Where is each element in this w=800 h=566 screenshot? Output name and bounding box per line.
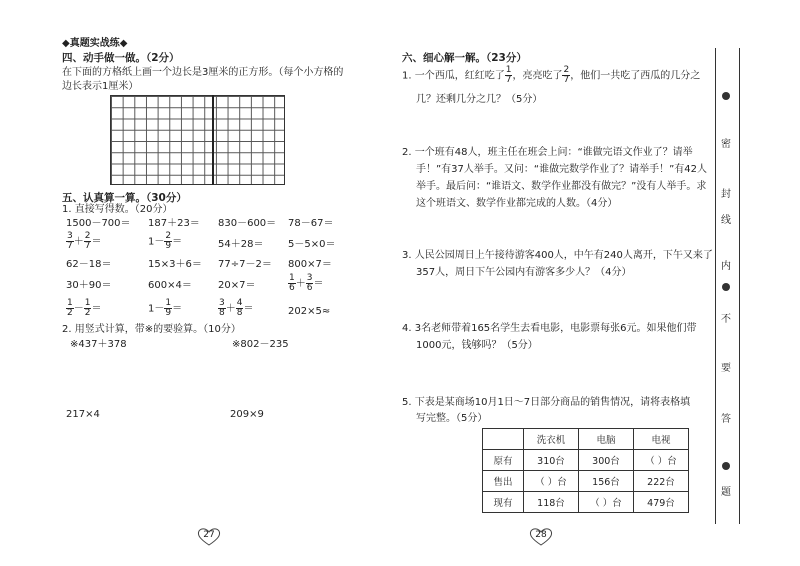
seal-char: 线 bbox=[721, 215, 731, 226]
section-6-title: 六、细心解一解。（23分） bbox=[402, 52, 527, 64]
problem-1-line2: 几？还剩几分之几？（5分） bbox=[416, 94, 543, 105]
square-grid[interactable] bbox=[110, 95, 285, 185]
calc-item: 202×5≈ bbox=[288, 306, 331, 317]
vertical-calc-2: ※802－235 bbox=[232, 339, 289, 350]
fraction: $\frac{3}{8}$ bbox=[219, 298, 225, 318]
fraction: $\frac{1}{7}$ bbox=[505, 65, 512, 85]
problem-1-line1: 1. 一个西瓜，红红吃了 $\frac{1}{7}$ ，亮亮吃了 $\frac{2}{7}$ ，他们一共吃了西瓜的几分之 bbox=[402, 65, 701, 85]
seal-dot bbox=[722, 283, 730, 291]
vertical-calc-3: 217×4 bbox=[66, 409, 100, 420]
table-cell: 118台 bbox=[524, 492, 579, 513]
calc-item-fraction: $\frac{3}{7}$ ＋ $\frac{2}{7}$ ＝ bbox=[67, 231, 102, 251]
calc-item: 1500－700＝ bbox=[66, 218, 131, 229]
fraction: $\frac{2}{9}$ bbox=[165, 231, 172, 251]
fraction: $\frac{1}{9}$ bbox=[165, 298, 172, 318]
calc-item: 5－5×0＝ bbox=[288, 239, 336, 250]
problem-4-line1: 4. 3名老师带着165名学生去看电影，电影票每张6元。如果他们带 bbox=[402, 323, 697, 334]
fraction: $\frac{3}{6}$ bbox=[306, 273, 313, 293]
fraction: $\frac{1}{6}$ bbox=[289, 273, 295, 293]
calc-item: 77÷7－2＝ bbox=[218, 259, 272, 270]
fraction: $\frac{2}{7}$ bbox=[84, 231, 91, 251]
seal-dot bbox=[722, 92, 730, 100]
question-1-title: 1. 直接写得数。（20分） bbox=[62, 204, 173, 215]
table-cell: 原有 bbox=[483, 450, 524, 471]
table-cell: 售出 bbox=[483, 471, 524, 492]
seal-char: 要 bbox=[721, 363, 731, 374]
calc-item: 600×4＝ bbox=[148, 280, 192, 291]
fraction: $\frac{3}{7}$ bbox=[67, 231, 73, 251]
problem-2-line4: 这个班语文、数学作业都完成的人数。（4分） bbox=[416, 198, 618, 209]
problem-2-line1: 2. 一个班有48人，班主任在班会上问：“谁做完语文作业了？请举 bbox=[402, 147, 693, 158]
table-row bbox=[483, 492, 689, 513]
problem-2-line3: 举手。最后问：“谁语文、数学作业都没有做完？”没有人举手。求 bbox=[416, 181, 707, 192]
vertical-calc-4: 209×9 bbox=[230, 409, 264, 420]
table-cell: 310台 bbox=[524, 450, 579, 471]
seal-char: 答 bbox=[721, 414, 731, 425]
calc-item: 78－67＝ bbox=[288, 218, 334, 229]
section-5-title: 五、认真算一算。（30分） bbox=[62, 192, 187, 204]
fraction: $\frac{1}{2}$ bbox=[84, 298, 91, 318]
calc-item: 62－18＝ bbox=[66, 259, 112, 270]
table-row bbox=[483, 471, 689, 492]
calc-item: 54＋28＝ bbox=[218, 239, 264, 250]
calc-item-fraction: $\frac{1}{2}$ － $\frac{1}{2}$ ＝ bbox=[67, 298, 102, 318]
fraction: $\frac{1}{2}$ bbox=[67, 298, 73, 318]
fraction: $\frac{2}{7}$ bbox=[563, 65, 570, 85]
sales-table bbox=[482, 428, 689, 513]
seal-line-inner bbox=[715, 48, 716, 524]
table-row bbox=[483, 450, 689, 471]
table-row bbox=[483, 429, 689, 450]
section-4-text-line2: 边长表示1厘米） bbox=[62, 81, 139, 92]
grid-center-line bbox=[212, 95, 214, 185]
problem-2-line2: 手！”有37人举手。又问：“谁做完数学作业了？请举手！”有42人 bbox=[416, 164, 707, 175]
seal-char: 密 bbox=[721, 139, 731, 150]
table-cell: 222台 bbox=[634, 471, 689, 492]
table-cell-blank[interactable]: （ ）台 bbox=[524, 471, 579, 492]
problem-3-line2: 357人，周日下午公园内有游客多少人？（4分） bbox=[416, 267, 632, 278]
table-cell: 现有 bbox=[483, 492, 524, 513]
table-cell: 300台 bbox=[579, 450, 634, 471]
seal-char: 封 bbox=[721, 189, 731, 200]
problem-5-line1: 5. 下表是某商场10月1日～7日部分商品的销售情况，请将表格填 bbox=[402, 397, 691, 408]
calc-item: 30＋90＝ bbox=[66, 280, 112, 291]
vertical-calc-1: ※437＋378 bbox=[70, 339, 127, 350]
calc-item: 830－600＝ bbox=[218, 218, 277, 229]
problem-5-line2: 写完整。（5分） bbox=[416, 413, 488, 424]
table-header-cell: 电脑 bbox=[579, 429, 634, 450]
seal-char: 不 bbox=[721, 314, 731, 325]
table-cell: 156台 bbox=[579, 471, 634, 492]
page-number: 28 bbox=[535, 530, 547, 540]
calc-item-fraction: 1－ $\frac{2}{9}$ ＝ bbox=[148, 231, 183, 251]
section-4-title: 四、动手做一做。（2分） bbox=[62, 52, 180, 64]
seal-char: 题 bbox=[721, 487, 731, 498]
calc-item: 800×7＝ bbox=[288, 259, 332, 270]
table-cell-blank[interactable]: （ ）台 bbox=[579, 492, 634, 513]
seal-char: 内 bbox=[721, 261, 731, 272]
table-cell-blank[interactable]: （ ）台 bbox=[634, 450, 689, 471]
calc-item: 20×7＝ bbox=[218, 280, 256, 291]
table-header-cell: 电视 bbox=[634, 429, 689, 450]
problem-4-line2: 1000元，钱够吗？（5分） bbox=[416, 340, 538, 351]
fraction: $\frac{4}{8}$ bbox=[236, 298, 243, 318]
table-header-cell bbox=[483, 429, 524, 450]
table-cell: 479台 bbox=[634, 492, 689, 513]
section-badge: ◆真题实战练◆ bbox=[62, 38, 128, 49]
calc-item-fraction: 1－ $\frac{1}{9}$ ＝ bbox=[148, 298, 183, 318]
table-header-cell: 洗衣机 bbox=[524, 429, 579, 450]
calc-item-fraction: $\frac{1}{6}$ ＋ $\frac{3}{6}$ ＝ bbox=[289, 273, 324, 293]
page-number: 27 bbox=[203, 530, 215, 540]
seal-dot bbox=[722, 462, 730, 470]
calc-item-fraction: $\frac{3}{8}$ ＋ $\frac{4}{8}$ ＝ bbox=[219, 298, 254, 318]
section-4-text-line1: 在下面的方格纸上画一个边长是3厘米的正方形。（每个小方格的 bbox=[62, 67, 344, 78]
calc-item: 187＋23＝ bbox=[148, 218, 200, 229]
problem-3-line1: 3. 人民公园周日上午接待游客400人，中午有240人离开，下午又来了 bbox=[402, 250, 713, 261]
seal-line-outer bbox=[739, 48, 740, 524]
question-2-title: 2. 用竖式计算，带※的要验算。（10分） bbox=[62, 324, 241, 335]
calc-item: 15×3＋6＝ bbox=[148, 259, 202, 270]
